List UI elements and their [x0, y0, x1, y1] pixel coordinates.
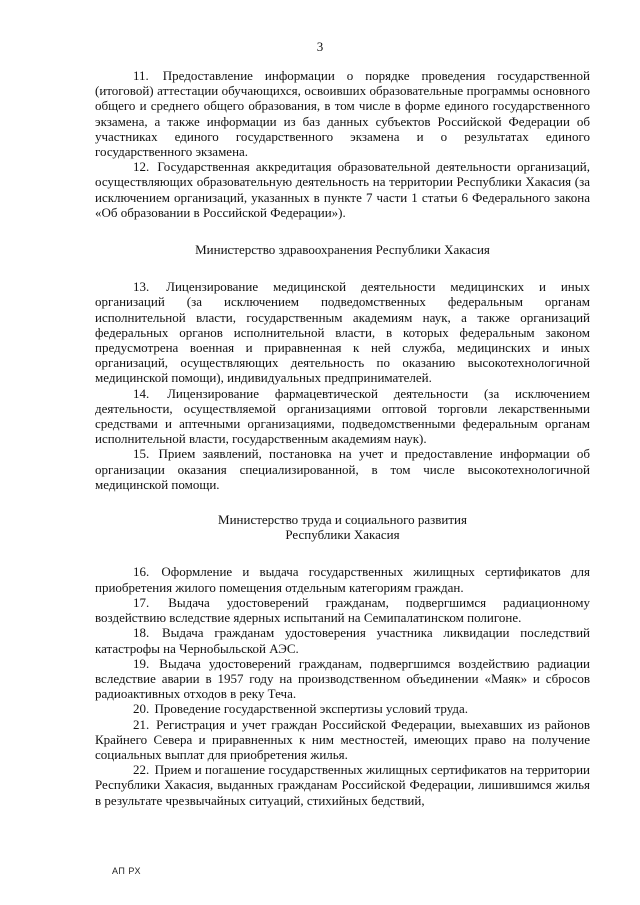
heading-line: Министерство труда и социального развития	[218, 512, 467, 528]
item-number: 14.	[133, 385, 150, 401]
list-item	[95, 446, 590, 492]
item-text: Прием и погашение государственных жилищных сертификатов на территории Республики Хакасия, выданных гражданам Российской Федерации, лишившимся жилья в результате чрезвычайных ситуаций, стихийных бедствий,	[95, 762, 591, 808]
item-number: 12.	[133, 159, 150, 175]
item-text: Выдача удостоверений гражданам, подвергшимся радиационному воздействию вследствие ядерных испытаний на Семипалатинском полигоне.	[95, 594, 591, 626]
list-item	[95, 762, 590, 808]
item-text: Государственная аккредитация образовательной деятельности организаций, осуществляющих образовательную деятельность на территории Республики Хакасия (за исключением организаций, указанных в пункте 7 части 1 статьи 6 Федерального закона «Об образовании в Российской Федерации»).	[95, 159, 590, 220]
list-item	[95, 386, 590, 447]
item-number: 16.	[133, 564, 150, 580]
item-number: 18.	[133, 625, 150, 641]
item-text: Выдача удостоверений гражданам, подвергшимся воздействию радиации вследствие аварии в 1957 году на производственном объединении «Маяк» и сбросов радиоактивных отходов в реку Теча.	[95, 655, 590, 702]
item-number: 15.	[133, 446, 150, 462]
item-text: Проведение государственной экспертизы условий труда.	[154, 701, 468, 717]
item-number: 17.	[133, 594, 150, 610]
list-item	[95, 625, 590, 655]
list-item	[95, 279, 590, 385]
item-text: Лицензирование фармацевтической деятельности (за исключением деятельности, осуществляемой организациями оптовой торговли лекарственными средствами и аптечными организациями, подведомственными федеральным органам исполнительной власти, государственным академиям наук).	[95, 385, 590, 447]
item-number: 11.	[133, 68, 149, 83]
item-number: 21.	[133, 716, 150, 732]
item-text: Регистрация и учет граждан Российской Федерации, выехавших из районов Крайнего Севера и приравненных к ним местностей, имеющих право на получение социальных выплат для приобретения жилья.	[95, 716, 590, 762]
list-item	[95, 68, 590, 159]
item-text: Предоставление информации о порядке проведения государственной (итоговой) аттестации обучающихся, освоивших образовательные программы основного общего и среднего общего образования, в том числе в форме единого государственного экзамена, а также информации из баз данных субъектов Российской Федерации об участниках единого государственного экзамена и о результатах единого государственного экзамена.	[95, 68, 590, 160]
document-body	[95, 68, 590, 808]
list-item	[95, 159, 590, 220]
page-number: 3	[316, 39, 324, 54]
section-heading-labor-ministry	[95, 512, 590, 542]
list-item	[95, 656, 590, 702]
item-number: 19.	[133, 655, 150, 671]
item-text: Оформление и выдача государственных жилищных сертификатов для приобретения жилого помещения отдельным категориям граждан.	[95, 564, 591, 595]
item-number: 20.	[133, 701, 150, 717]
list-item	[95, 564, 590, 594]
item-number: 13.	[133, 279, 150, 295]
heading-line: Министерство здравоохранения Республики Хакасия	[195, 242, 490, 258]
list-item	[95, 701, 590, 716]
list-item	[95, 595, 590, 625]
heading-line: Республики Хакасия	[285, 527, 400, 543]
list-item	[95, 717, 590, 763]
item-text: Прием заявлений, постановка на учет и предоставление информации об организации оказания специализированной, в том числе высокотехнологичной медицинской помощи.	[95, 446, 590, 492]
section-heading-health-ministry	[95, 242, 590, 257]
item-number: 22.	[133, 762, 150, 778]
item-text: Выдача гражданам удостоверения участника ликвидации последствий катастрофы на Чернобыльской АЭС.	[95, 625, 591, 656]
item-text: Лицензирование медицинской деятельности медицинских и иных организаций (за исключением подведомственных федеральным органам исполнительной власти, государственным академиям наук, а также организаций федеральных органов исполнительной власти, в которых федеральным законом предусмотрена военная и приравненная к ней служба, медицинских и иных организаций, осуществляющих деятельность по оказанию высокотехнологичной медицинской помощи), индивидуальных предпринимателей.	[95, 279, 590, 386]
footer-mark: АП РХ	[112, 866, 141, 876]
